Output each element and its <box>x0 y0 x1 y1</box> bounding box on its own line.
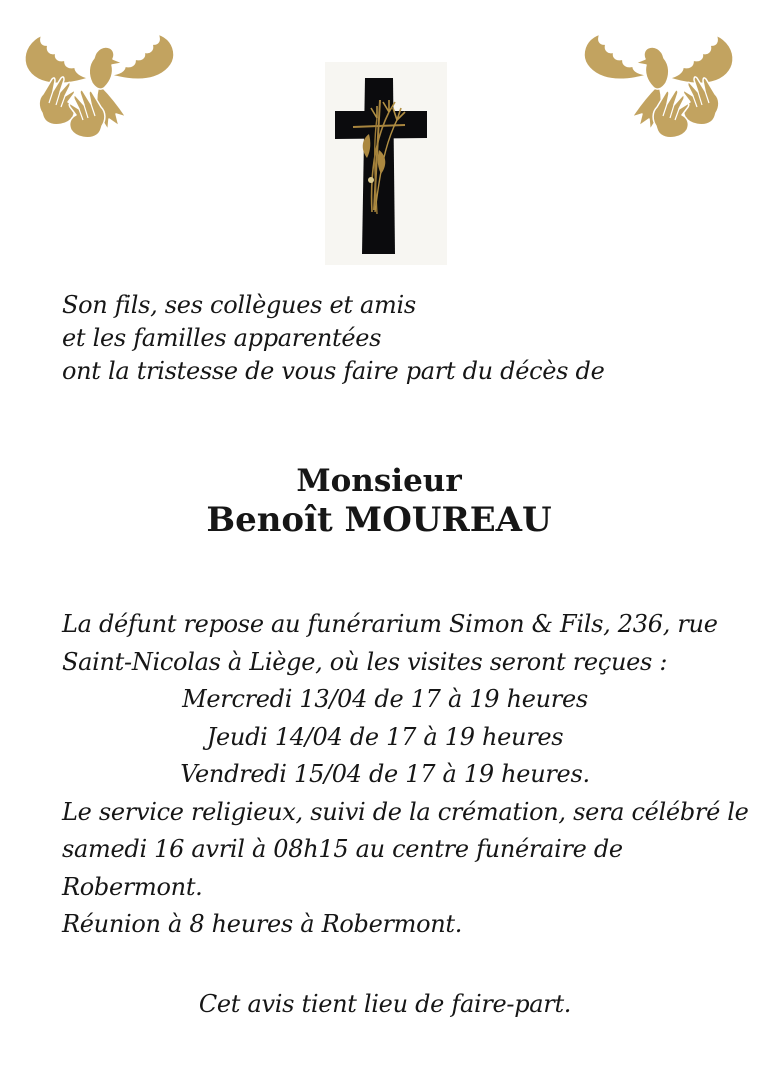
visit-schedule-line: Jeudi 14/04 de 17 à 19 heures <box>206 722 564 751</box>
deceased-civility: Monsieur <box>296 463 462 499</box>
intro-paragraph <box>62 289 722 388</box>
deceased-name: Benoît MOUREAU <box>206 500 552 540</box>
faire-part-notice: Cet avis tient lieu de faire-part. <box>198 990 572 1018</box>
wake-line: Saint-Nicolas à Liège, où les visites seront reçues : <box>62 647 668 676</box>
cross-photo <box>325 62 447 265</box>
intro-line: Son fils, ses collègues et amis <box>62 291 416 319</box>
visit-schedule-line: Vendredi 15/04 de 17 à 19 heures. <box>180 760 590 788</box>
service-line: Réunion à 8 heures à Robermont. <box>62 910 463 938</box>
dove-in-hands-icon <box>580 31 736 139</box>
service-line: Le service religieux, suivi de la crémation, sera célébré le <box>62 797 749 826</box>
announcement-body <box>62 606 749 944</box>
dove-in-hands-icon <box>22 31 178 139</box>
deceased-title-block <box>0 462 758 541</box>
intro-line: et les familles apparentées <box>62 324 382 352</box>
wake-line: La défunt repose au funérarium Simon & Fils, 236, rue <box>62 610 718 638</box>
cross-icon <box>325 62 447 265</box>
intro-line: ont la tristesse de vous faire part du décès de <box>62 357 605 385</box>
service-line: Robermont. <box>62 872 203 901</box>
visit-schedule-line: Mercredi 13/04 de 17 à 19 heures <box>182 685 588 713</box>
service-line: samedi 16 avril à 08h15 au centre funéraire de <box>62 835 623 863</box>
